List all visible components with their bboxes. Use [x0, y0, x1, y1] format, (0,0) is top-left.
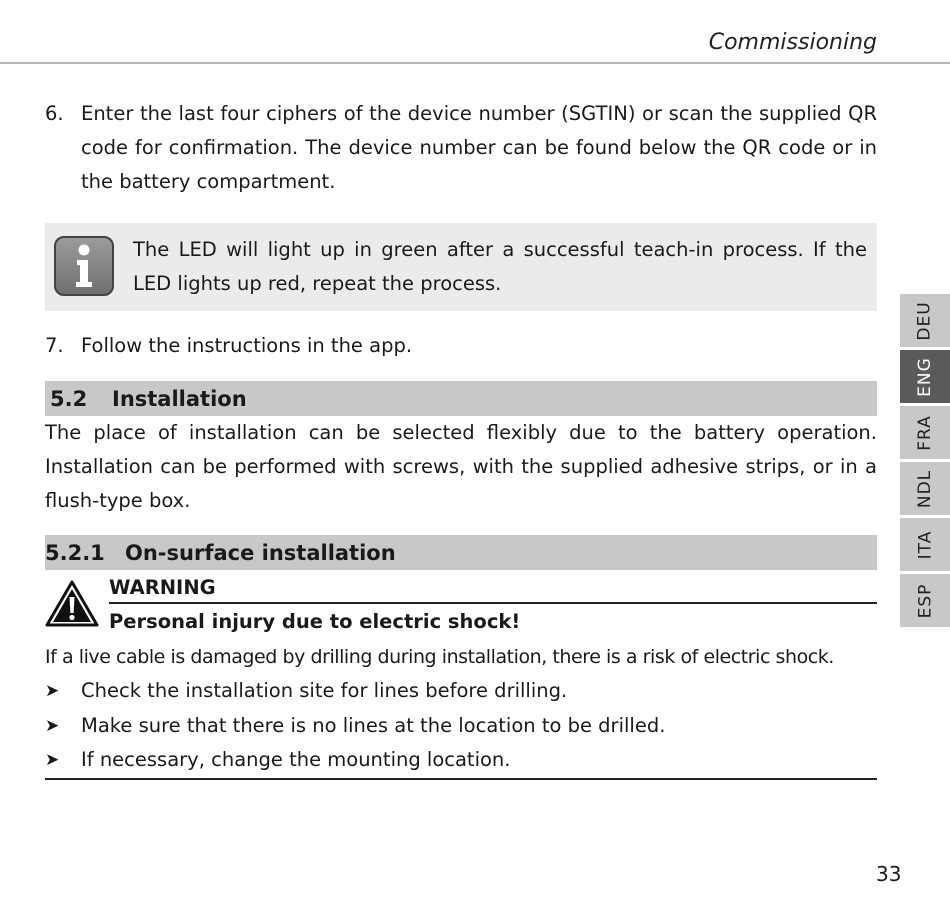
header-divider — [0, 62, 950, 64]
tab-label: FRA — [915, 414, 935, 451]
tab-deu[interactable] — [900, 294, 950, 347]
list-item — [45, 743, 877, 780]
step-number: 6. — [45, 102, 64, 125]
section-heading-5-2 — [45, 381, 877, 416]
tab-fra[interactable] — [900, 406, 950, 459]
warning-block — [45, 572, 877, 640]
step-text: Follow the instructions in the app. — [81, 334, 413, 357]
tab-label: ITA — [915, 530, 935, 559]
section-title: Installation — [112, 386, 247, 411]
info-note — [45, 223, 877, 311]
list-item-text: Check the installation site for lines before drilling. — [81, 679, 568, 702]
step-number: 7. — [45, 334, 64, 357]
section-number: 5.2 — [50, 386, 88, 411]
section-body: The place of installation can be selected flexibly due to the battery operation. Installation can be performed with screws, with the supplied adhesive strips, or in a flush-type box. — [45, 421, 877, 512]
language-tabs — [900, 294, 950, 630]
warning-triangle-icon — [45, 580, 99, 628]
list-item-text: If necessary, change the mounting location. — [81, 748, 511, 771]
tab-label: NDL — [915, 469, 935, 508]
step-text: Enter the last four ciphers of the device number (SGTIN) or scan the supplied QR code for confirmation. The device number can be found below the QR code or in the battery compartment. — [81, 102, 877, 193]
section-heading-5-2-1 — [45, 535, 877, 570]
tab-ndl[interactable] — [900, 462, 950, 515]
list-item — [45, 709, 877, 744]
warning-heading: WARNING — [109, 572, 877, 604]
info-icon — [53, 235, 115, 297]
tab-esp[interactable] — [900, 574, 950, 627]
list-item-text: Make sure that there is no lines at the location to be drilled. — [81, 713, 666, 737]
list-item — [45, 674, 877, 709]
tab-ita[interactable] — [900, 518, 950, 571]
tab-label: ESP — [914, 583, 935, 618]
tab-label: ENG — [914, 356, 935, 397]
tab-eng[interactable] — [900, 350, 950, 403]
section-number: 5.2.1 — [45, 540, 105, 565]
warning-subheading: Personal injury due to electric shock! — [109, 610, 521, 633]
warning-text: If a live cable is damaged by drilling during installation, there is a risk of electric shock. — [45, 646, 834, 668]
arrow-bullet-icon: ➤ — [45, 681, 60, 701]
section-title: On-surface installation — [125, 540, 396, 565]
page-header-title: Commissioning — [708, 30, 877, 55]
page-number: 33 — [876, 862, 902, 886]
page-content — [45, 97, 877, 780]
step-6 — [45, 97, 877, 199]
step-7 — [45, 329, 877, 363]
info-note-text: The LED will light up in green after a successful teach-in process. If the LED lights up red, repeat the process. — [133, 238, 867, 295]
tab-label: DEU — [915, 300, 935, 341]
arrow-bullet-icon: ➤ — [45, 715, 60, 736]
arrow-bullet-icon: ➤ — [45, 750, 60, 770]
